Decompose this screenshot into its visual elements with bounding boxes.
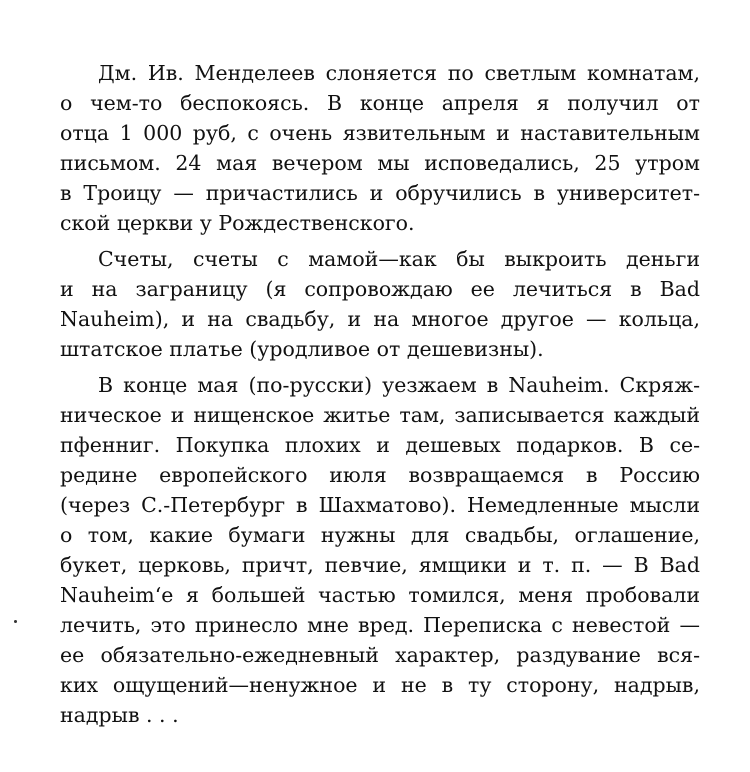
page-text: [60, 58, 700, 730]
paragraph-1: [60, 58, 700, 238]
text-line: лечить, это принесло мне вред. Переписка с невестой —: [60, 613, 700, 637]
text-line: о том, какие бумаги нужны для свадьбы, оглашение,: [60, 523, 700, 547]
text-line: (через С.-Петербург в Шахматово). Немедленные мысли: [60, 493, 700, 517]
text-line: Nauheim), и на свадьбу, и на многое другое — кольца,: [60, 307, 700, 331]
text-line: в Троицу — причастились и обручились в университет-: [60, 181, 700, 205]
text-line: букет, церковь, причт, певчие, ямщики и т. п. — В Bad: [60, 553, 700, 577]
text-line: и на заграницу (я сопровождаю ее лечиться в Bad: [60, 277, 700, 301]
text-line: отца 1 000 руб, с очень язвительным и наставительным: [60, 121, 700, 145]
text-line: письмом. 24 мая вечером мы исповедались, 25 утром: [60, 151, 700, 175]
text-line: В конце мая (по-русски) уезжаем в Nauheim. Скряж-: [98, 373, 700, 397]
paragraph-2: [60, 244, 700, 364]
paragraph-3: [60, 370, 700, 730]
text-line: пфенниг. Покупка плохих и дешевых подарков. В се-: [60, 433, 700, 457]
text-line: ее обязательно-ежедневный характер, раздувание вся-: [60, 643, 700, 667]
text-line: редине европейского июля возвращаемся в Россию: [60, 463, 700, 487]
text-line: Счеты, счеты с мамой—как бы выкроить деньги: [98, 247, 700, 271]
text-line: ких ощущений—ненужное и не в ту сторону, надрыв,: [60, 673, 700, 697]
text-line: надрыв . . .: [60, 703, 179, 727]
text-line: штатское платье (уродливое от дешевизны).: [60, 337, 544, 361]
text-line: ской церкви у Рождественского.: [60, 211, 415, 235]
ink-speck: [14, 620, 17, 623]
text-line: Nauheim‘е я большей частью томился, меня пробовали: [60, 583, 700, 607]
text-line: Дм. Ив. Менделеев слоняется по светлым комнатам,: [98, 61, 700, 85]
text-line: о чем-то беспокоясь. В конце апреля я получил от: [60, 91, 700, 115]
text-line: ническое и нищенское житье там, записывается каждый: [60, 403, 700, 427]
